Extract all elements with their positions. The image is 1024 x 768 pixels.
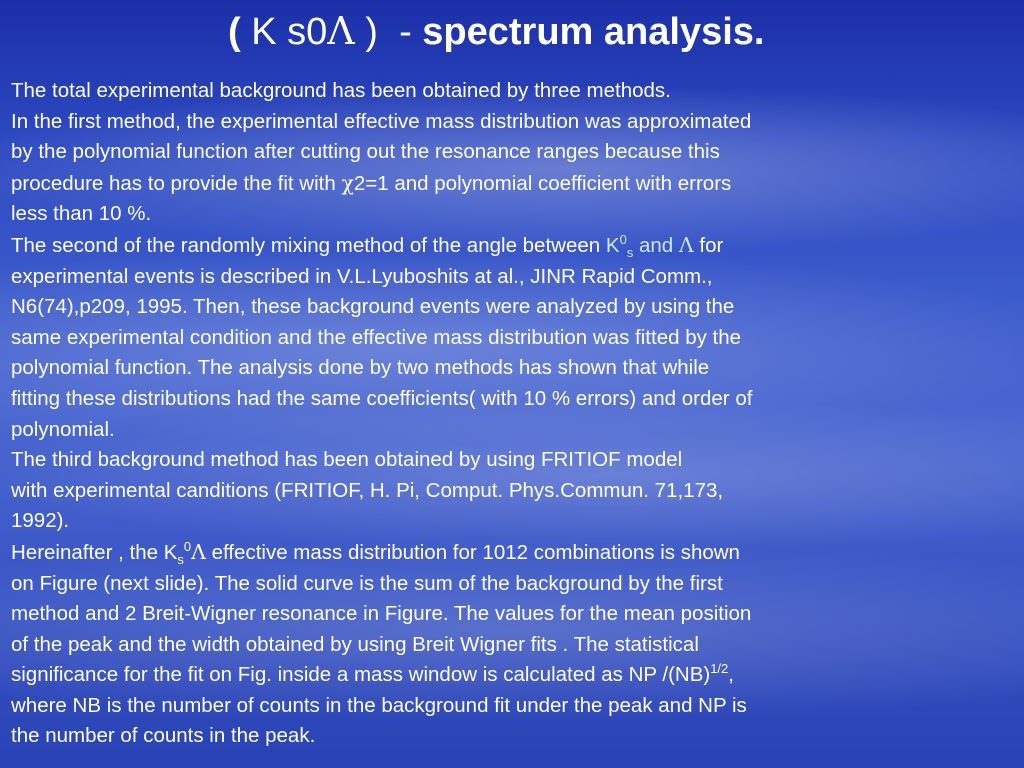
title-close-paren: ) [365, 11, 378, 53]
k-superscript: 0 [619, 232, 627, 248]
body-line: polynomial function. The analysis done by two methods has shown that while [11, 356, 710, 380]
body-text-fragment: , [728, 663, 734, 687]
body-line: method and 2 Breit-Wigner resonance in Figure. The values for the mean position [11, 602, 752, 626]
body-text-fragment: for [693, 233, 724, 257]
body-text-fragment: effective mass distribution for 1012 combinations is shown [205, 540, 740, 564]
body-line [11, 168, 1019, 200]
title-main: spectrum analysis. [422, 11, 765, 53]
body-line: of the peak and the width obtained by using Breit Wigner fits . The statistical [11, 632, 699, 656]
body-line: polynomial. [11, 417, 115, 441]
ks-subscript: s [177, 552, 184, 567]
body-line: The third background method has been obtained by using FRITIOF model [11, 448, 683, 472]
body-line: same experimental condition and the effective mass distribution was fitted by the [11, 325, 742, 349]
k0s-symbol [605, 232, 634, 261]
body-text-fragment: significance for the fit on Fig. inside a mass window is calculated as NP /(NB) [11, 663, 711, 687]
lambda-symbol: Λ [191, 539, 206, 564]
body-line: N6(74),p209, 1995. Then, these background events were analyzed by using the [11, 295, 735, 319]
body-line: on Figure (next slide). The solid curve is the sum of the background by the first [11, 571, 723, 595]
body-line [11, 537, 1019, 569]
body-text-fragment: procedure has to provide the fit with [11, 171, 342, 195]
body-text [11, 76, 1019, 752]
body-line: the number of counts in the peak. [11, 724, 316, 748]
title-open-paren: ( [228, 11, 241, 53]
body-line: In the first method, the experimental effective mass distribution was approximated [11, 109, 752, 133]
chi-symbol: χ [341, 170, 354, 195]
body-line: with experimental canditions (FRITIOF, H. Pi, Comput. Phys.Commun. 71,173, [11, 478, 724, 502]
title-dash: - [399, 11, 412, 53]
body-line: less than 10 %. [11, 202, 152, 226]
body-text-fragment: 2=1 and polynomial coefficient with errors [353, 171, 732, 195]
half-power-superscript: 1/2 [710, 661, 729, 677]
slide-title [228, 8, 1008, 55]
ks-superscript: 0 [183, 539, 192, 555]
title-ks0: K s0 [251, 11, 328, 53]
title-lambda: Λ [327, 9, 355, 53]
body-text-fragment: Hereinafter , the K [11, 540, 178, 564]
body-line [11, 230, 1019, 262]
body-line: fitting these distributions had the same coefficients( with 10 % errors) and order of [11, 386, 753, 410]
body-line: experimental events is described in V.L.Lyuboshits at al., JINR Rapid Comm., [11, 264, 713, 288]
body-line: by the polynomial function after cutting out the resonance ranges because this [11, 140, 720, 164]
body-line: The total experimental background has been obtained by three methods. [11, 79, 671, 102]
k-letter: K [605, 233, 620, 257]
body-line: 1992). [11, 509, 70, 533]
lambda-symbol: Λ [678, 232, 694, 257]
body-text-fragment: The second of the randomly mixing method of the angle between [11, 233, 606, 257]
body-line [11, 660, 1019, 691]
and-word: and [633, 233, 679, 257]
k-subscript: s [626, 245, 634, 261]
body-line: where NB is the number of counts in the background fit under the peak and NP is [11, 693, 747, 717]
